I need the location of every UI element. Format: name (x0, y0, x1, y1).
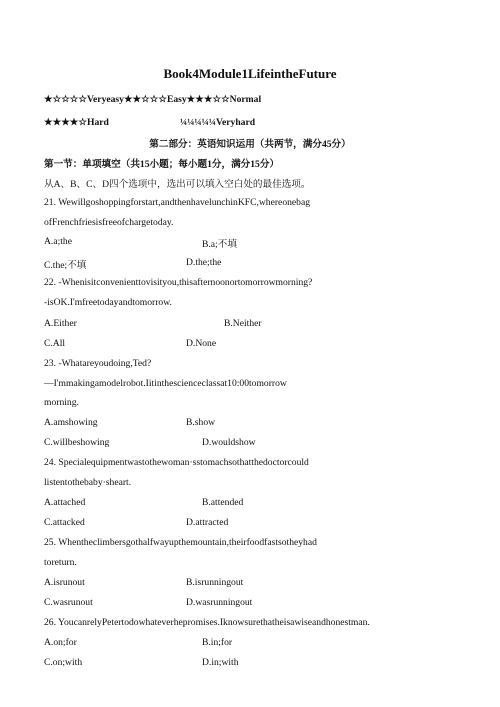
question-23-line-2: —I'mmakingamodelrobot.Iitinthescienceclassat10:00tomorrow (44, 378, 287, 389)
question-25-line-2: toreturn. (44, 557, 77, 568)
question-21-line-1: 21. Wewillgoshoppingforstart,andthenhavelunchinKFC,whereonebag (44, 197, 311, 208)
question-24-line-2: listentothebaby·sheart. (44, 477, 132, 488)
question-23-line-3: morning. (44, 397, 79, 408)
question-26-option-c: C.on;with (44, 657, 83, 668)
question-26-option-a: A.on;for (44, 637, 77, 648)
question-24-option-b: B.attended (202, 497, 244, 508)
question-25-option-a: A.isrunout (44, 577, 85, 588)
question-23-option-b: B.show (186, 417, 216, 428)
instruction-text: 从A、B、C、D四个选项中，选出可以填入空白处的最佳选项。 (44, 179, 311, 190)
difficulty-legend-veryhard: ¼¼¼¼¼Veryhard (180, 117, 256, 128)
subsection-title: 第一节：单项填空（共15小题；每小题1分，满分15分） (44, 159, 280, 170)
question-21-option-a: A.a;the (44, 236, 72, 247)
question-21-option-c: C.the;不填 (44, 260, 87, 271)
question-22-option-d: D.None (186, 338, 217, 349)
question-25-option-b: B.isrunningout (186, 577, 244, 588)
question-26-option-d: D.in;with (202, 657, 239, 668)
question-25-line-1: 25. Whentheclimbersgothalfwayupthemountain,theirfoodfastsotheyhad (44, 537, 317, 548)
question-21-option-b: B.a;不填 (202, 239, 237, 250)
difficulty-legend-line-1: ★☆☆☆☆Veryeasy★★☆☆☆Easy★★★☆☆Normal (44, 94, 262, 105)
difficulty-legend-hard: ★★★★☆Hard (44, 117, 109, 128)
question-23-option-c: C.willbeshowing (44, 437, 110, 448)
question-24-option-c: C.attacked (44, 517, 85, 528)
question-22-option-c: C.All (44, 338, 66, 349)
section-title: 第二部分：英语知识运用（共两节，满分45分） (149, 139, 351, 150)
question-22-option-a: A.Either (44, 318, 77, 329)
question-25-option-c: C.wasrunout (44, 597, 93, 608)
question-24-option-d: D.attracted (186, 517, 229, 528)
document-title: Book4Module1LifeintheFuture (163, 66, 337, 81)
question-21-option-d: D.the;the (186, 257, 222, 268)
question-24-line-1: 24. Specialequipmentwastothewoman·sstomachsothatthedoctorcould (44, 457, 309, 468)
question-26-line-1: 26. YoucanrelyPetertodowhateverhepromises.Iknowsurethatheisawiseandhonestman. (44, 617, 370, 628)
question-21-line-2: ofFrenchfriesisfreeofchargetoday. (44, 217, 174, 228)
question-22-option-b: B.Neither (224, 318, 262, 329)
question-24-option-a: A.attached (44, 497, 86, 508)
question-23-option-a: A.amshowing (44, 417, 98, 428)
question-22-line-1: 22. -Whenisitconvenienttovisityou,thisafternoonortomorrowmorning? (44, 277, 313, 288)
question-23-option-d: D.wouldshow (202, 437, 256, 448)
question-26-option-b: B.in;for (202, 637, 233, 648)
question-22-line-2: -isOK.I'mfreetodayandtomorrow. (44, 297, 172, 308)
question-23-line-1: 23. -Whatareyoudoing,Ted? (44, 358, 152, 369)
question-25-option-d: D.wasrunningout (186, 597, 253, 608)
